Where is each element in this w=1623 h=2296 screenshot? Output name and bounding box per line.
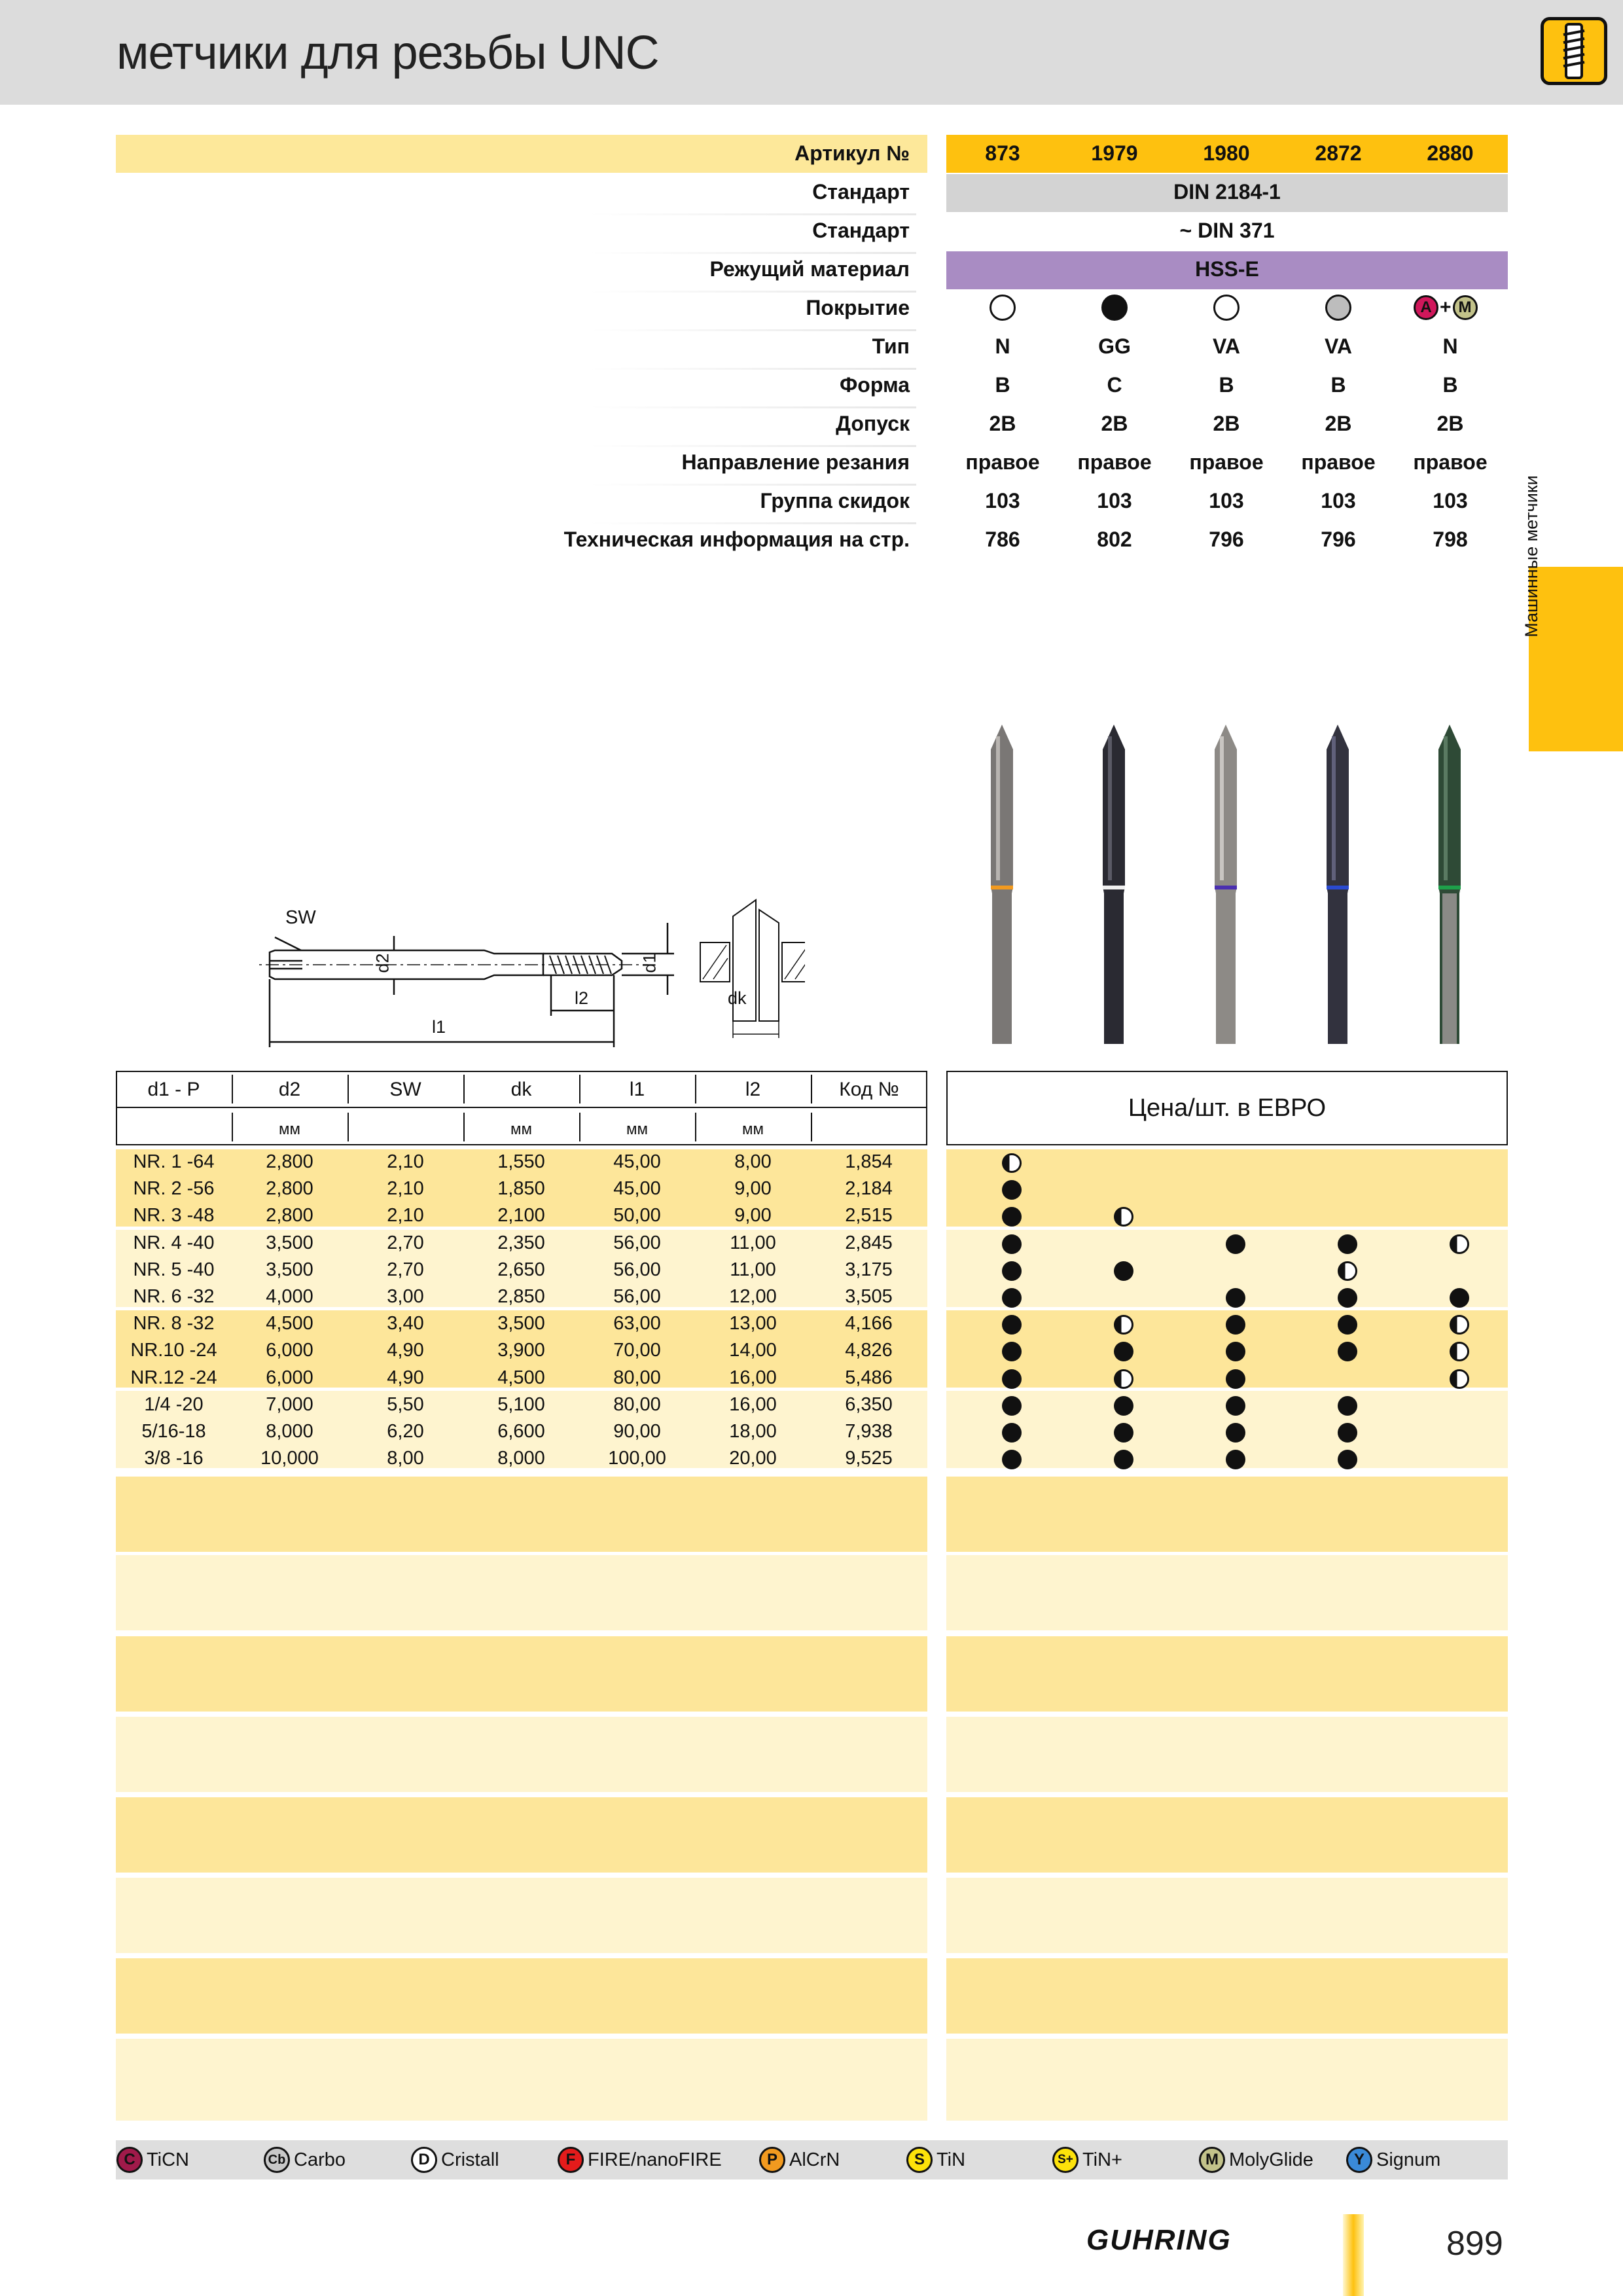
- divider: [589, 484, 916, 486]
- table-cell: 56,00: [613, 1286, 661, 1307]
- table-cell: 2,800: [266, 1205, 313, 1227]
- available-dot-icon: [1114, 1450, 1133, 1469]
- section-tab[interactable]: [1529, 567, 1623, 751]
- table-cell: 3,500: [266, 1232, 313, 1253]
- legend-label: TiCN: [147, 2149, 189, 2170]
- material-value: HSS-E: [1195, 257, 1259, 281]
- direction-value: правое: [1189, 450, 1264, 474]
- table-cell: 11,00: [730, 1259, 776, 1280]
- tech-page-link[interactable]: 796: [1209, 528, 1244, 551]
- direction-value: правое: [1413, 450, 1488, 474]
- dim-label-sw: SW: [285, 907, 316, 928]
- label-form: Форма: [839, 373, 910, 397]
- row-group-band: [116, 1477, 927, 1552]
- dim-label-l1: l1: [432, 1017, 446, 1037]
- legend-item: [1052, 2145, 1122, 2174]
- label-standard: Стандарт: [812, 219, 910, 242]
- tap-dimension-drawing: [255, 890, 805, 1060]
- legend-label: Carbo: [294, 2149, 346, 2170]
- table-cell: 18,00: [729, 1421, 777, 1442]
- available-dot-icon: [1114, 1396, 1133, 1416]
- table-cell: 9,525: [845, 1448, 893, 1469]
- legend-item: [1199, 2145, 1313, 2174]
- column-header: l1: [629, 1079, 645, 1100]
- table-cell: 2,10: [387, 1178, 424, 1200]
- tap-image-2872: [1308, 723, 1367, 1050]
- column-header: d1 - P: [147, 1079, 200, 1100]
- coating-cb-icon: Cb: [264, 2147, 290, 2173]
- table-cell: 6,350: [845, 1393, 893, 1415]
- table-cell: 3,175: [845, 1259, 893, 1280]
- unit-label: мм: [742, 1121, 764, 1138]
- dim-label-l2: l2: [575, 988, 589, 1008]
- divider: [589, 406, 916, 408]
- direction-value: правое: [1077, 450, 1152, 474]
- article-number: 1979: [1091, 141, 1138, 165]
- footer-accent: [1343, 2214, 1364, 2296]
- available-dot-icon: [1338, 1234, 1357, 1254]
- available-dot-icon: [1338, 1423, 1357, 1443]
- type-value: GG: [1098, 334, 1131, 358]
- tech-page-link[interactable]: 802: [1097, 528, 1132, 551]
- thread-size-cell: 3/8 -16: [144, 1448, 204, 1469]
- standard-value: DIN 2184-1: [1173, 180, 1281, 204]
- table-cell: 5,100: [497, 1393, 545, 1415]
- article-number: 1980: [1203, 141, 1250, 165]
- coating-m-icon: M: [1199, 2147, 1225, 2173]
- coating-a-plus-m: [1414, 295, 1478, 321]
- partial-available-icon: [1450, 1234, 1469, 1254]
- available-dot-icon: [1002, 1315, 1022, 1335]
- legend-item: [116, 2145, 189, 2174]
- brand-logo: GUHRING: [1086, 2224, 1232, 2256]
- table-cell: 9,00: [734, 1205, 772, 1227]
- dim-label-d1: d1: [639, 953, 660, 973]
- table-cell: 3,505: [845, 1286, 893, 1307]
- coating-black-icon: [1101, 295, 1128, 321]
- legend-label: TiN: [936, 2149, 966, 2170]
- legend-item: [558, 2145, 722, 2174]
- table-cell: 1,854: [845, 1151, 893, 1172]
- table-cell: 6,20: [387, 1421, 424, 1442]
- table-cell: 2,800: [266, 1151, 313, 1172]
- thread-size-cell: NR. 2 -56: [133, 1178, 215, 1200]
- form-value: B: [1442, 373, 1458, 397]
- tap-image-1979: [1084, 723, 1143, 1050]
- table-cell: 2,845: [845, 1232, 893, 1253]
- article-number: 2872: [1315, 141, 1362, 165]
- table-cell: 16,00: [729, 1393, 777, 1415]
- tolerance-value: 2B: [1101, 412, 1128, 435]
- table-cell: 3,500: [497, 1313, 545, 1335]
- available-dot-icon: [1002, 1234, 1022, 1254]
- available-dot-icon: [1226, 1396, 1245, 1416]
- discount-group-value: 103: [985, 489, 1020, 512]
- divider: [589, 522, 916, 524]
- table-cell: 2,100: [497, 1205, 545, 1227]
- table-cell: 2,70: [387, 1259, 424, 1280]
- form-value: B: [995, 373, 1010, 397]
- thread-size-cell: NR.10 -24: [130, 1340, 217, 1361]
- label-discount-group: Группа скидок: [760, 489, 910, 512]
- coating-s-icon: S: [906, 2147, 933, 2173]
- table-cell: 3,500: [266, 1259, 313, 1280]
- label-material: Режущий материал: [709, 257, 910, 281]
- thread-size-cell: NR.12 -24: [130, 1367, 217, 1388]
- row-group-band: [116, 1958, 927, 2034]
- available-dot-icon: [1002, 1450, 1022, 1469]
- thread-size-cell: NR. 4 -40: [133, 1232, 215, 1253]
- available-dot-icon: [1226, 1234, 1245, 1254]
- price-group-band: [946, 1636, 1508, 1712]
- tolerance-value: 2B: [1213, 412, 1240, 435]
- table-cell: 16,00: [729, 1367, 777, 1388]
- price-group-band: [946, 1878, 1508, 1953]
- divider: [589, 252, 916, 254]
- table-cell: 50,00: [613, 1205, 661, 1227]
- table-cell: 1,850: [497, 1178, 545, 1200]
- table-cell: 45,00: [613, 1178, 661, 1200]
- legend-item: [264, 2145, 346, 2174]
- coating-bright-icon: [990, 295, 1016, 321]
- table-cell: 2,184: [845, 1178, 893, 1200]
- partial-available-icon: [1114, 1369, 1133, 1389]
- page-title: метчики для резьбы UNC: [116, 27, 659, 79]
- legend-item: [906, 2145, 965, 2174]
- table-cell: 56,00: [613, 1232, 661, 1253]
- tap-image-1980: [1196, 723, 1255, 1050]
- table-cell: 6,600: [497, 1421, 545, 1442]
- tolerance-value: 2B: [1436, 412, 1464, 435]
- table-cell: 70,00: [613, 1340, 661, 1361]
- thread-size-cell: NR. 8 -32: [133, 1313, 215, 1335]
- available-dot-icon: [1338, 1288, 1357, 1308]
- available-dot-icon: [1338, 1315, 1357, 1335]
- label-standard: Стандарт: [812, 180, 910, 204]
- table-cell: 5,486: [845, 1367, 893, 1388]
- partial-available-icon: [1114, 1315, 1133, 1335]
- thread-size-cell: NR. 5 -40: [133, 1259, 215, 1280]
- label-type: Тип: [872, 334, 910, 358]
- table-cell: 7,000: [266, 1393, 313, 1415]
- thread-size-cell: NR. 6 -32: [133, 1286, 215, 1307]
- tolerance-value: 2B: [1325, 412, 1352, 435]
- discount-group-value: 103: [1209, 489, 1244, 512]
- table-cell: 6,000: [266, 1367, 313, 1388]
- standard-value: ~ DIN 371: [1179, 219, 1275, 242]
- column-header: d2: [278, 1079, 301, 1100]
- table-cell: 8,000: [266, 1421, 313, 1442]
- available-dot-icon: [1338, 1450, 1357, 1469]
- coating-m-icon: M: [1453, 295, 1478, 320]
- table-cell: 4,90: [387, 1367, 424, 1388]
- label-direction: Направление резания: [681, 450, 910, 474]
- row-group-band: [116, 1717, 927, 1792]
- type-value: N: [995, 334, 1010, 358]
- direction-value: правое: [1301, 450, 1376, 474]
- type-value: VA: [1212, 334, 1241, 358]
- table-cell: 2,650: [497, 1259, 545, 1280]
- price-header-label: Цена/шт. в ЕВРО: [1128, 1094, 1327, 1122]
- table-cell: 2,800: [266, 1178, 313, 1200]
- table-cell: 4,166: [845, 1313, 893, 1335]
- unit-label: мм: [279, 1121, 300, 1138]
- legend-item: [1346, 2145, 1440, 2174]
- table-cell: 80,00: [613, 1367, 661, 1388]
- coating-s-plus-icon: S+: [1052, 2147, 1079, 2173]
- available-dot-icon: [1226, 1369, 1245, 1389]
- form-value: B: [1330, 373, 1346, 397]
- table-cell: 13,00: [729, 1313, 777, 1335]
- divider: [589, 368, 916, 370]
- section-tab-label: Машинные метчики: [1522, 475, 1541, 637]
- label-coating: Покрытие: [806, 296, 910, 319]
- table-cell: 10,000: [260, 1448, 319, 1469]
- available-dot-icon: [1114, 1261, 1133, 1281]
- row-group-band: [116, 1555, 927, 1630]
- tolerance-value: 2B: [989, 412, 1016, 435]
- table-cell: 2,350: [497, 1232, 545, 1253]
- available-dot-icon: [1002, 1423, 1022, 1443]
- table-cell: 45,00: [613, 1151, 661, 1172]
- tech-page-link[interactable]: 798: [1433, 528, 1468, 551]
- header-rule: [116, 1107, 927, 1108]
- price-group-band: [946, 1555, 1508, 1630]
- divider: [589, 291, 916, 293]
- unit-label: мм: [626, 1121, 648, 1138]
- table-cell: 3,00: [387, 1286, 424, 1307]
- row-group-band: [116, 2039, 927, 2121]
- page-number: 899: [1446, 2225, 1503, 2263]
- form-value: B: [1219, 373, 1234, 397]
- tap-image-2880: [1420, 723, 1479, 1050]
- table-cell: 14,00: [729, 1340, 777, 1361]
- tech-page-link[interactable]: 796: [1321, 528, 1356, 551]
- form-value: C: [1107, 373, 1122, 397]
- plus-sign: +: [1440, 296, 1452, 318]
- coating-d-icon: D: [411, 2147, 437, 2173]
- thread-size-cell: NR. 1 -64: [133, 1151, 215, 1172]
- type-value: N: [1442, 334, 1458, 358]
- legend-label: FIRE/nanoFIRE: [588, 2149, 722, 2170]
- available-dot-icon: [1226, 1423, 1245, 1443]
- table-cell: 20,00: [729, 1448, 777, 1469]
- coating-p-icon: P: [759, 2147, 785, 2173]
- price-group-band: [946, 1717, 1508, 1792]
- direction-value: правое: [965, 450, 1040, 474]
- column-header: l2: [745, 1079, 761, 1100]
- table-cell: 4,826: [845, 1340, 893, 1361]
- article-number: 2880: [1427, 141, 1474, 165]
- table-cell: 80,00: [613, 1393, 661, 1415]
- available-dot-icon: [1226, 1288, 1245, 1308]
- dim-label-dk: dk: [728, 988, 747, 1008]
- table-cell: 1,550: [497, 1151, 545, 1172]
- row-group-band: [116, 1797, 927, 1873]
- legend-item: [411, 2145, 499, 2174]
- tap-image-873: [972, 723, 1031, 1050]
- available-dot-icon: [1226, 1450, 1245, 1469]
- table-cell: 4,000: [266, 1286, 313, 1307]
- coating-f-icon: F: [558, 2147, 584, 2173]
- dim-label-d2: d2: [372, 953, 393, 973]
- divider: [811, 1113, 812, 1141]
- table-cell: 12,00: [729, 1286, 777, 1307]
- label-tolerance: Допуск: [836, 412, 910, 435]
- table-cell: 3,900: [497, 1340, 545, 1361]
- partial-available-icon: [1338, 1261, 1357, 1281]
- price-group-band: [946, 2039, 1508, 2121]
- row-group-band: [116, 1636, 927, 1712]
- price-group-band: [946, 1797, 1508, 1873]
- thread-size-cell: NR. 3 -48: [133, 1205, 215, 1227]
- divider: [589, 213, 916, 215]
- row-group-band: [116, 1878, 927, 1953]
- available-dot-icon: [1002, 1180, 1022, 1200]
- thread-size-cell: 5/16-18: [141, 1421, 206, 1442]
- thread-size-cell: 1/4 -20: [144, 1393, 204, 1415]
- table-cell: 2,515: [845, 1205, 893, 1227]
- table-cell: 100,00: [608, 1448, 666, 1469]
- partial-available-icon: [1450, 1315, 1469, 1335]
- available-dot-icon: [1002, 1396, 1022, 1416]
- price-header: [946, 1071, 1508, 1145]
- legend-label: AlCrN: [789, 2149, 840, 2170]
- table-cell: 6,000: [266, 1340, 313, 1361]
- partial-available-icon: [1450, 1369, 1469, 1389]
- discount-group-value: 103: [1433, 489, 1468, 512]
- table-cell: 8,00: [734, 1151, 772, 1172]
- column-header: Код №: [839, 1079, 899, 1100]
- legend-label: Cristall: [441, 2149, 499, 2170]
- table-cell: 90,00: [613, 1421, 661, 1442]
- divider: [589, 329, 916, 331]
- table-cell: 3,40: [387, 1313, 424, 1335]
- partial-available-icon: [1002, 1153, 1022, 1173]
- type-value: VA: [1324, 334, 1353, 358]
- coating-bright-icon: [1213, 295, 1240, 321]
- divider: [348, 1113, 349, 1141]
- table-cell: 2,10: [387, 1151, 424, 1172]
- column-header: dk: [510, 1079, 532, 1100]
- coating-y-icon: Y: [1346, 2147, 1372, 2173]
- article-number: 873: [985, 141, 1020, 165]
- table-cell: 63,00: [613, 1313, 661, 1335]
- table-cell: 56,00: [613, 1259, 661, 1280]
- table-cell: 8,00: [387, 1448, 424, 1469]
- legend-label: MolyGlide: [1229, 2149, 1313, 2170]
- table-cell: 4,500: [266, 1313, 313, 1335]
- price-group-band: [946, 1958, 1508, 2034]
- tech-page-link[interactable]: 786: [985, 528, 1020, 551]
- thread-tap-icon: [1541, 17, 1607, 85]
- available-dot-icon: [1002, 1288, 1022, 1308]
- price-group-band: [946, 1149, 1508, 1227]
- table-cell: 5,50: [387, 1393, 424, 1415]
- unit-label: мм: [510, 1121, 532, 1138]
- legend-label: Signum: [1376, 2149, 1441, 2170]
- table-cell: 9,00: [734, 1178, 772, 1200]
- available-dot-icon: [1338, 1396, 1357, 1416]
- discount-group-value: 103: [1321, 489, 1356, 512]
- table-cell: 4,90: [387, 1340, 424, 1361]
- available-dot-icon: [1002, 1261, 1022, 1281]
- table-cell: 2,10: [387, 1205, 424, 1227]
- legend-label: TiN+: [1082, 2149, 1122, 2170]
- available-dot-icon: [1114, 1423, 1133, 1443]
- table-cell: 7,938: [845, 1421, 893, 1442]
- coating-a-icon: A: [1414, 295, 1438, 320]
- divider: [589, 445, 916, 447]
- coating-grey-icon: [1325, 295, 1351, 321]
- coating-c-icon: C: [116, 2147, 143, 2173]
- available-dot-icon: [1450, 1288, 1469, 1308]
- column-header: SW: [389, 1079, 421, 1100]
- available-dot-icon: [1002, 1369, 1022, 1389]
- table-cell: 11,00: [730, 1232, 776, 1253]
- label-tech-info: Техническая информация на стр.: [563, 528, 910, 551]
- table-cell: 2,850: [497, 1286, 545, 1307]
- price-group-band: [946, 1477, 1508, 1552]
- available-dot-icon: [1226, 1315, 1245, 1335]
- discount-group-value: 103: [1097, 489, 1132, 512]
- legend-item: [759, 2145, 840, 2174]
- table-cell: 2,70: [387, 1232, 424, 1253]
- label-article: Артикул №: [794, 141, 910, 165]
- table-cell: 8,000: [497, 1448, 545, 1469]
- table-cell: 4,500: [497, 1367, 545, 1388]
